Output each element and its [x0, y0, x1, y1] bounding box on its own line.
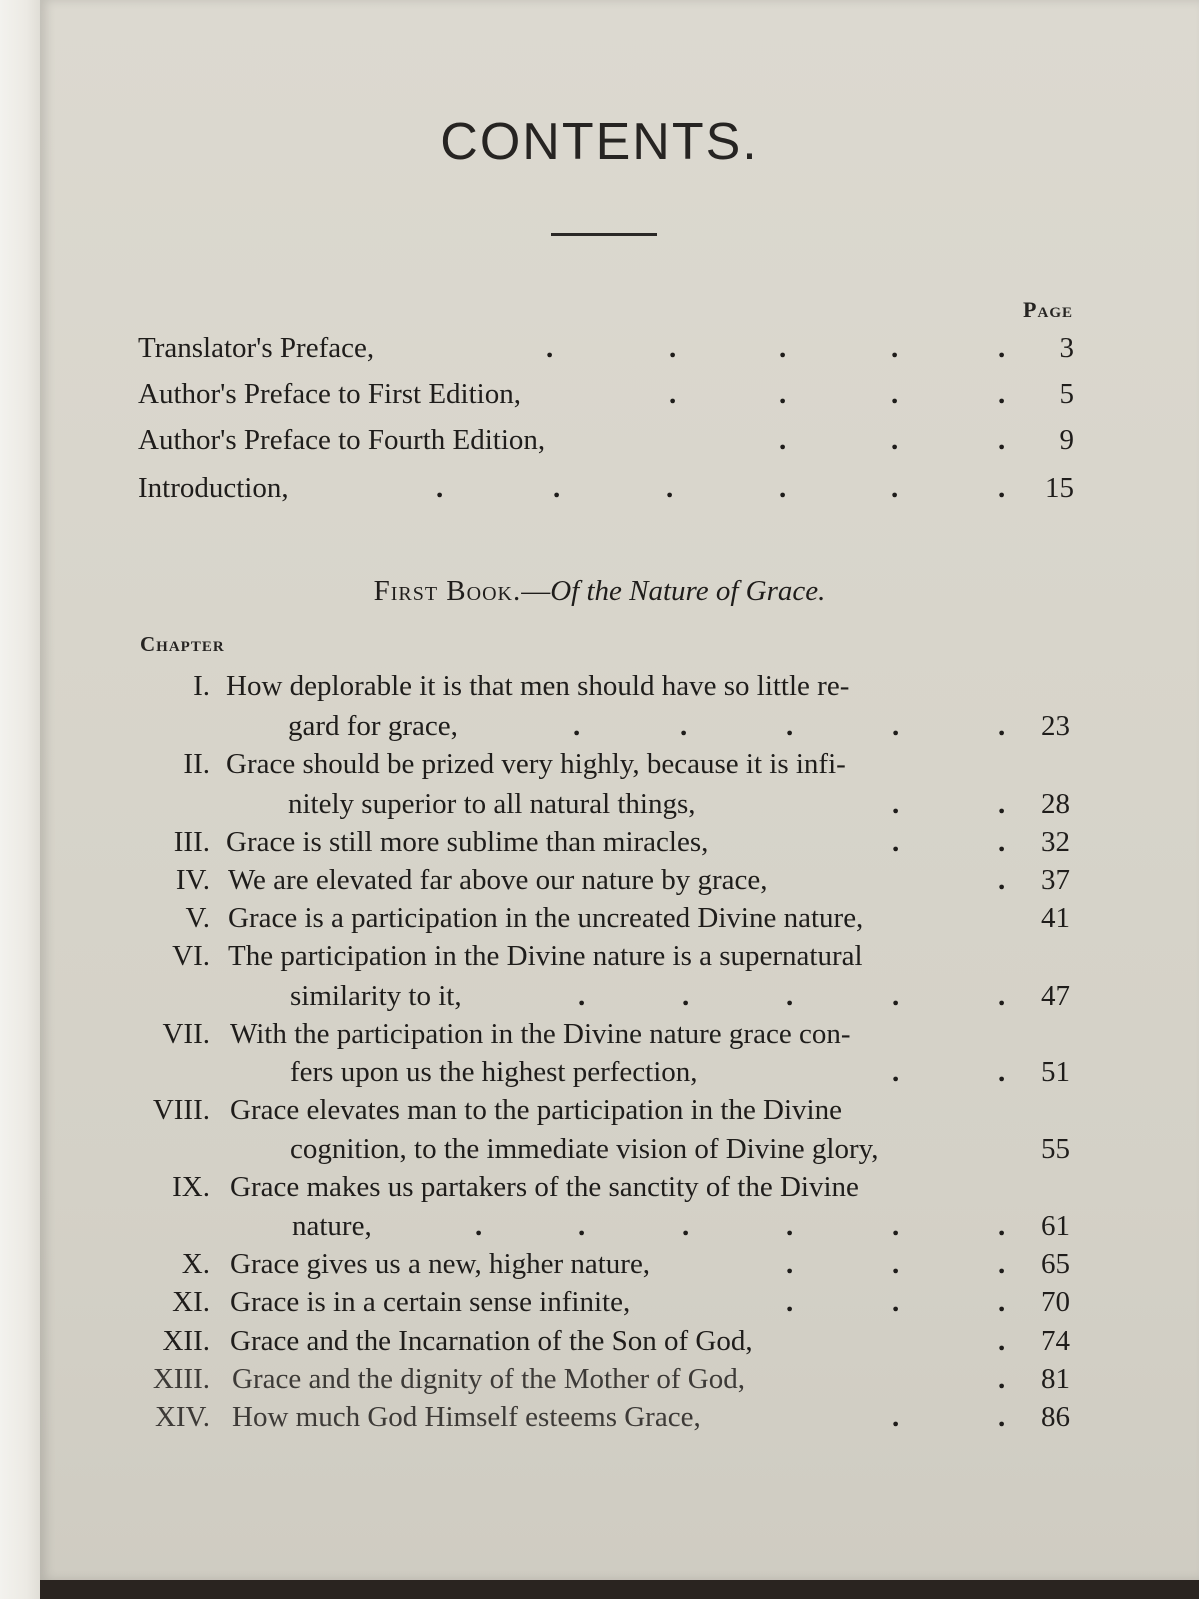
chapter-numeral: XI. — [172, 1286, 210, 1318]
chapter-title-line1: With the participation in the Divine nature grace con- — [230, 1018, 851, 1050]
chapter-page-number: 81 — [1041, 1363, 1070, 1395]
chapter-title-line1: Grace is a participation in the uncreated Divine nature, — [228, 902, 864, 934]
chapter-numeral: I. — [193, 670, 210, 702]
book-subtitle: Of the Nature of Grace. — [550, 575, 826, 607]
chapter-numeral: XII. — [162, 1325, 210, 1357]
chapter-title-line1: Grace should be prized very highly, because it is infi- — [226, 748, 846, 780]
chapter-column-label: Chapter — [140, 632, 225, 656]
entry-page-number: 5 — [1059, 378, 1074, 410]
chapter-title-line1: How deplorable it is that men should have so little re- — [226, 670, 850, 702]
chapter-title-line1: Grace and the Incarnation of the Son of God, — [230, 1325, 753, 1357]
chapter-page-number: 51 — [1041, 1056, 1070, 1088]
entry-label: Translator's Preface, — [138, 332, 375, 364]
chapter-numeral: VII. — [162, 1018, 210, 1050]
chapter-title-line1: Grace gives us a new, higher nature, — [230, 1248, 651, 1280]
chapter-page-number: 86 — [1041, 1401, 1070, 1433]
chapter-title-line1: Grace elevates man to the participation in the Divine — [230, 1094, 842, 1126]
page-title: CONTENTS. — [440, 113, 759, 171]
chapter-title-line2: nitely superior to all natural things, — [288, 788, 696, 820]
chapter-numeral: XIV. — [154, 1401, 210, 1433]
chapter-numeral: X. — [181, 1248, 210, 1280]
chapter-page-number: 55 — [1041, 1133, 1070, 1165]
chapter-page-number: 70 — [1041, 1286, 1070, 1318]
chapter-title-line1: We are elevated far above our nature by grace, — [228, 864, 768, 896]
chapter-numeral: IV. — [175, 864, 210, 896]
chapter-title-line1: Grace makes us partakers of the sanctity of the Divine — [230, 1171, 859, 1203]
chapter-title-line1: Grace is in a certain sense infinite, — [230, 1286, 631, 1318]
page-bottom-shadow — [40, 1580, 1199, 1599]
chapter-title-line1: Grace is still more sublime than miracles, — [226, 826, 709, 858]
heading-dash: — — [521, 575, 551, 607]
chapter-title-line2: gard for grace, — [288, 710, 458, 742]
chapter-title-line2: similarity to it, — [290, 980, 462, 1012]
chapter-title-line1: Grace and the dignity of the Mother of God, — [232, 1363, 745, 1395]
entry-page-number: 3 — [1059, 332, 1074, 364]
page-column-label: Page — [1023, 297, 1073, 322]
chapter-page-number: 47 — [1041, 980, 1070, 1012]
chapter-title-line2: nature, — [292, 1210, 372, 1242]
chapter-page-number: 41 — [1041, 902, 1070, 934]
book-title: First Book. — [373, 575, 522, 607]
chapter-page-number: 32 — [1041, 826, 1070, 858]
chapter-page-number: 37 — [1041, 864, 1070, 896]
chapter-page-number: 23 — [1041, 710, 1070, 742]
entry-page-number: 9 — [1059, 424, 1074, 456]
chapter-numeral: V. — [185, 902, 210, 934]
chapter-numeral: II. — [183, 748, 210, 780]
chapter-title-line1: How much God Himself esteems Grace, — [232, 1401, 701, 1433]
title-rule — [551, 233, 657, 236]
chapter-title-line2: cognition, to the immediate vision of Divine glory, — [290, 1133, 879, 1165]
chapter-page-number: 61 — [1041, 1210, 1070, 1242]
entry-label: Author's Preface to Fourth Edition, — [138, 424, 546, 456]
chapter-numeral: VI. — [172, 940, 210, 972]
entry-page-number: 15 — [1045, 472, 1074, 504]
chapter-numeral: III. — [173, 826, 210, 858]
chapter-title-line2: fers upon us the highest perfection, — [290, 1056, 698, 1088]
chapter-numeral: XIII. — [152, 1363, 210, 1395]
section-heading — [0, 575, 1199, 608]
entry-label: Introduction, — [138, 472, 289, 504]
chapter-title-line1: The participation in the Divine nature is a supernatural — [228, 940, 863, 972]
chapter-numeral: IX. — [172, 1171, 210, 1203]
chapter-page-number: 65 — [1041, 1248, 1070, 1280]
chapter-numeral: VIII. — [152, 1094, 210, 1126]
entry-label: Author's Preface to First Edition, — [138, 378, 521, 410]
chapter-page-number: 28 — [1041, 788, 1070, 820]
chapter-page-number: 74 — [1041, 1325, 1070, 1357]
